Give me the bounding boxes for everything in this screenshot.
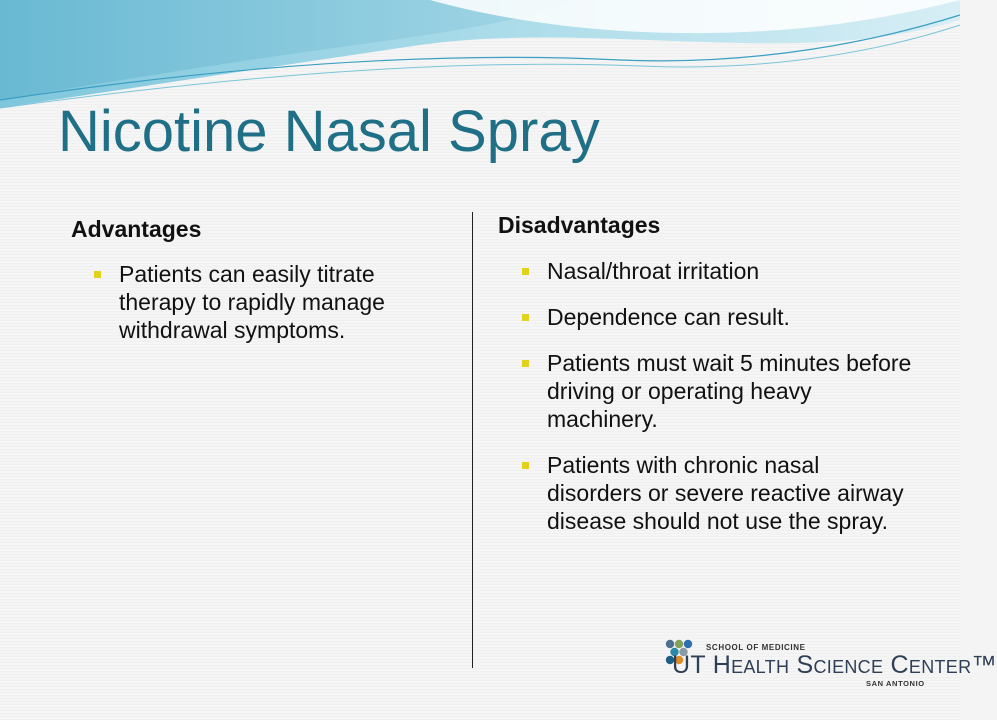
- slide-title: Nicotine Nasal Spray: [58, 99, 600, 164]
- square-bullet-icon: [522, 360, 529, 367]
- list-item: [520, 303, 920, 331]
- logo-location-text: SAN ANTONIO: [866, 679, 925, 688]
- column-divider: [472, 212, 473, 668]
- list-item: [520, 451, 920, 535]
- decorative-wave-banner: [0, 0, 960, 115]
- disadvantages-list: [520, 257, 920, 553]
- advantages-heading: Advantages: [71, 216, 202, 242]
- ut-health-logo: [660, 636, 997, 696]
- list-item: [520, 257, 920, 285]
- disadvantages-heading: Disadvantages: [498, 212, 661, 238]
- square-bullet-icon: [94, 271, 101, 278]
- square-bullet-icon: [522, 314, 529, 321]
- list-item-text: Dependence can result.: [547, 304, 790, 330]
- list-item-text: Nasal/throat irritation: [547, 258, 760, 284]
- square-bullet-icon: [522, 462, 529, 469]
- advantages-list: [92, 260, 452, 344]
- list-item-text: Patients can easily titrate therapy to rapidly manage withdrawal symptoms.: [119, 261, 385, 343]
- logo-main-text: UT Health Science Center™: [672, 651, 997, 679]
- list-item: [92, 260, 452, 344]
- logo-school-text: SCHOOL OF MEDICINE: [706, 643, 806, 652]
- list-item: [520, 349, 920, 433]
- list-item-text: Patients must wait 5 minutes before driving or operating heavy machinery.: [547, 350, 912, 432]
- square-bullet-icon: [522, 268, 529, 275]
- list-item-text: Patients with chronic nasal disorders or severe reactive airway disease should not use the spray.: [547, 452, 904, 534]
